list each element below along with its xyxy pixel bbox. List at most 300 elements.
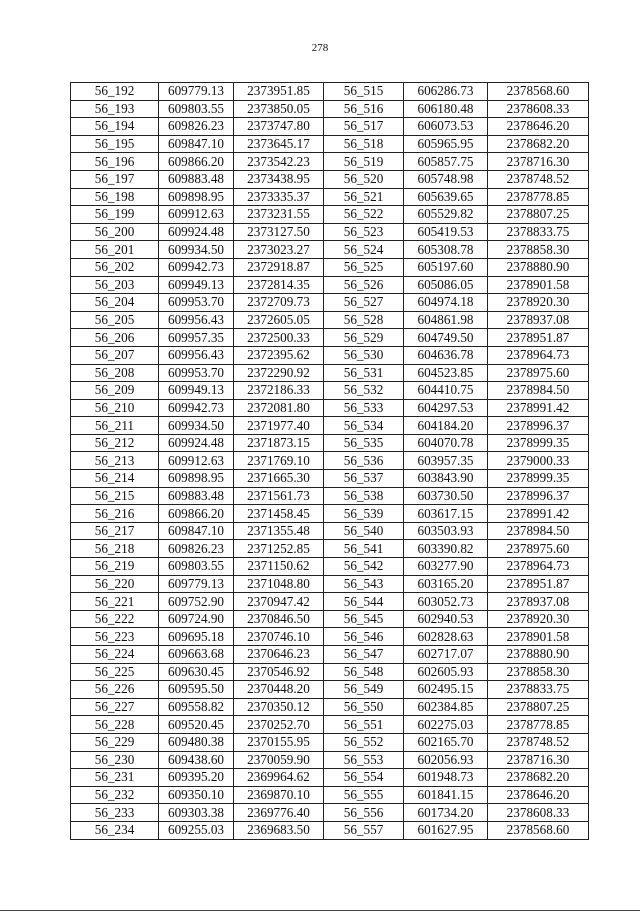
point-id-right-cell: 56_548: [324, 663, 404, 681]
northing-left-cell: 2372081.80: [234, 399, 324, 417]
point-id-right-cell: 56_528: [324, 311, 404, 329]
point-id-right-cell: 56_542: [324, 558, 404, 576]
easting-left-cell: 609779.13: [159, 575, 234, 593]
northing-left-cell: 2373231.55: [234, 206, 324, 224]
easting-right-cell: 605197.60: [404, 258, 488, 276]
northing-right-cell: 2378901.58: [488, 628, 589, 646]
point-id-right-cell: 56_555: [324, 786, 404, 804]
northing-right-cell: 2378964.73: [488, 558, 589, 576]
easting-right-cell: 603390.82: [404, 540, 488, 558]
northing-left-cell: 2371769.10: [234, 452, 324, 470]
easting-left-cell: 609866.20: [159, 153, 234, 171]
northing-left-cell: 2373438.95: [234, 170, 324, 188]
point-id-left-cell: 56_211: [71, 417, 159, 435]
point-id-left-cell: 56_209: [71, 382, 159, 400]
point-id-right-cell: 56_552: [324, 733, 404, 751]
point-id-right-cell: 56_540: [324, 522, 404, 540]
easting-right-cell: 602495.15: [404, 681, 488, 699]
northing-right-cell: 2378682.20: [488, 769, 589, 787]
easting-right-cell: 603052.73: [404, 593, 488, 611]
point-id-right-cell: 56_518: [324, 135, 404, 153]
easting-left-cell: 609695.18: [159, 628, 234, 646]
point-id-left-cell: 56_216: [71, 505, 159, 523]
easting-left-cell: 609826.23: [159, 540, 234, 558]
table-row: [71, 733, 589, 751]
easting-left-cell: 609595.50: [159, 681, 234, 699]
easting-right-cell: 603843.90: [404, 470, 488, 488]
point-id-right-cell: 56_522: [324, 206, 404, 224]
northing-right-cell: 2378937.08: [488, 593, 589, 611]
easting-right-cell: 605419.53: [404, 223, 488, 241]
northing-left-cell: 2370252.70: [234, 716, 324, 734]
table-row: [71, 241, 589, 259]
easting-left-cell: 609912.63: [159, 452, 234, 470]
table-row: [71, 206, 589, 224]
point-id-left-cell: 56_202: [71, 258, 159, 276]
easting-right-cell: 604861.98: [404, 311, 488, 329]
point-id-left-cell: 56_212: [71, 434, 159, 452]
point-id-right-cell: 56_533: [324, 399, 404, 417]
table-row: [71, 786, 589, 804]
northing-left-cell: 2369870.10: [234, 786, 324, 804]
easting-right-cell: 602275.03: [404, 716, 488, 734]
northing-right-cell: 2378807.25: [488, 206, 589, 224]
easting-left-cell: 609350.10: [159, 786, 234, 804]
easting-left-cell: 609924.48: [159, 223, 234, 241]
point-id-right-cell: 56_550: [324, 698, 404, 716]
northing-right-cell: 2378975.60: [488, 364, 589, 382]
table-row: [71, 223, 589, 241]
easting-left-cell: 609663.68: [159, 646, 234, 664]
northing-right-cell: 2378568.60: [488, 83, 589, 101]
point-id-right-cell: 56_527: [324, 294, 404, 312]
point-id-right-cell: 56_545: [324, 610, 404, 628]
table-row: [71, 716, 589, 734]
northing-left-cell: 2372186.33: [234, 382, 324, 400]
easting-left-cell: 609803.55: [159, 100, 234, 118]
easting-left-cell: 609303.38: [159, 804, 234, 822]
northing-left-cell: 2370448.20: [234, 681, 324, 699]
easting-right-cell: 604523.85: [404, 364, 488, 382]
point-id-right-cell: 56_517: [324, 118, 404, 136]
easting-right-cell: 604410.75: [404, 382, 488, 400]
point-id-left-cell: 56_214: [71, 470, 159, 488]
table-row: [71, 470, 589, 488]
easting-left-cell: 609883.48: [159, 170, 234, 188]
point-id-right-cell: 56_525: [324, 258, 404, 276]
point-id-left-cell: 56_233: [71, 804, 159, 822]
point-id-left-cell: 56_196: [71, 153, 159, 171]
point-id-left-cell: 56_220: [71, 575, 159, 593]
easting-right-cell: 605748.98: [404, 170, 488, 188]
northing-right-cell: 2378646.20: [488, 786, 589, 804]
table-row: [71, 399, 589, 417]
northing-left-cell: 2369964.62: [234, 769, 324, 787]
easting-left-cell: 609898.95: [159, 188, 234, 206]
easting-left-cell: 609956.43: [159, 346, 234, 364]
northing-right-cell: 2378716.30: [488, 751, 589, 769]
point-id-right-cell: 56_537: [324, 470, 404, 488]
northing-right-cell: 2378748.52: [488, 170, 589, 188]
table-row: [71, 769, 589, 787]
point-id-right-cell: 56_523: [324, 223, 404, 241]
point-id-left-cell: 56_234: [71, 821, 159, 839]
page-number: 278: [311, 42, 329, 54]
northing-left-cell: 2373335.37: [234, 188, 324, 206]
easting-left-cell: 609438.60: [159, 751, 234, 769]
easting-right-cell: 603503.93: [404, 522, 488, 540]
easting-right-cell: 603617.15: [404, 505, 488, 523]
northing-left-cell: 2371561.73: [234, 487, 324, 505]
easting-left-cell: 609953.70: [159, 364, 234, 382]
easting-right-cell: 602056.93: [404, 751, 488, 769]
northing-right-cell: 2378880.90: [488, 646, 589, 664]
easting-right-cell: 604636.78: [404, 346, 488, 364]
northing-right-cell: 2378937.08: [488, 311, 589, 329]
point-id-left-cell: 56_226: [71, 681, 159, 699]
point-id-right-cell: 56_541: [324, 540, 404, 558]
easting-right-cell: 603277.90: [404, 558, 488, 576]
easting-left-cell: 609255.03: [159, 821, 234, 839]
easting-right-cell: 603957.35: [404, 452, 488, 470]
northing-right-cell: 2378996.37: [488, 487, 589, 505]
point-id-left-cell: 56_222: [71, 610, 159, 628]
northing-right-cell: 2378833.75: [488, 223, 589, 241]
point-id-left-cell: 56_213: [71, 452, 159, 470]
northing-left-cell: 2371977.40: [234, 417, 324, 435]
table-row: [71, 522, 589, 540]
northing-left-cell: 2370746.10: [234, 628, 324, 646]
northing-right-cell: 2378951.87: [488, 329, 589, 347]
northing-left-cell: 2372500.33: [234, 329, 324, 347]
table-row: [71, 821, 589, 839]
northing-right-cell: 2378920.30: [488, 294, 589, 312]
northing-right-cell: 2378901.58: [488, 276, 589, 294]
northing-left-cell: 2370059.90: [234, 751, 324, 769]
table-row: [71, 170, 589, 188]
point-id-right-cell: 56_543: [324, 575, 404, 593]
northing-right-cell: 2378984.50: [488, 522, 589, 540]
table-row: [71, 558, 589, 576]
point-id-right-cell: 56_557: [324, 821, 404, 839]
northing-right-cell: 2378858.30: [488, 241, 589, 259]
table-row: [71, 505, 589, 523]
table-row: [71, 346, 589, 364]
northing-right-cell: 2378999.35: [488, 470, 589, 488]
northing-right-cell: 2378964.73: [488, 346, 589, 364]
easting-right-cell: 606180.48: [404, 100, 488, 118]
northing-left-cell: 2373747.80: [234, 118, 324, 136]
northing-left-cell: 2369776.40: [234, 804, 324, 822]
easting-left-cell: 609630.45: [159, 663, 234, 681]
table-row: [71, 751, 589, 769]
table-row: [71, 118, 589, 136]
easting-left-cell: 609803.55: [159, 558, 234, 576]
northing-right-cell: 2378858.30: [488, 663, 589, 681]
easting-left-cell: 609883.48: [159, 487, 234, 505]
easting-right-cell: 605639.65: [404, 188, 488, 206]
northing-right-cell: 2378778.85: [488, 716, 589, 734]
northing-right-cell: 2378996.37: [488, 417, 589, 435]
easting-left-cell: 609480.38: [159, 733, 234, 751]
easting-left-cell: 609956.43: [159, 311, 234, 329]
easting-right-cell: 601948.73: [404, 769, 488, 787]
northing-right-cell: 2378975.60: [488, 540, 589, 558]
northing-left-cell: 2371665.30: [234, 470, 324, 488]
easting-left-cell: 609957.35: [159, 329, 234, 347]
easting-left-cell: 609942.73: [159, 399, 234, 417]
point-id-left-cell: 56_198: [71, 188, 159, 206]
easting-left-cell: 609924.48: [159, 434, 234, 452]
table-row: [71, 329, 589, 347]
northing-right-cell: 2378951.87: [488, 575, 589, 593]
northing-left-cell: 2370350.12: [234, 698, 324, 716]
easting-right-cell: 602717.07: [404, 646, 488, 664]
easting-left-cell: 609898.95: [159, 470, 234, 488]
point-id-left-cell: 56_205: [71, 311, 159, 329]
point-id-left-cell: 56_201: [71, 241, 159, 259]
northing-left-cell: 2371458.45: [234, 505, 324, 523]
easting-right-cell: 602828.63: [404, 628, 488, 646]
table-row: [71, 610, 589, 628]
northing-left-cell: 2371150.62: [234, 558, 324, 576]
northing-left-cell: 2371252.85: [234, 540, 324, 558]
point-id-right-cell: 56_551: [324, 716, 404, 734]
table-row: [71, 575, 589, 593]
easting-right-cell: 606073.53: [404, 118, 488, 136]
table-row: [71, 276, 589, 294]
table-row: [71, 100, 589, 118]
easting-left-cell: 609847.10: [159, 522, 234, 540]
table-row: [71, 83, 589, 101]
point-id-left-cell: 56_224: [71, 646, 159, 664]
point-id-left-cell: 56_203: [71, 276, 159, 294]
table-row: [71, 311, 589, 329]
northing-right-cell: 2378880.90: [488, 258, 589, 276]
point-id-left-cell: 56_218: [71, 540, 159, 558]
point-id-right-cell: 56_529: [324, 329, 404, 347]
easting-right-cell: 606286.73: [404, 83, 488, 101]
northing-right-cell: 2378682.20: [488, 135, 589, 153]
point-id-right-cell: 56_554: [324, 769, 404, 787]
easting-right-cell: 605965.95: [404, 135, 488, 153]
point-id-right-cell: 56_521: [324, 188, 404, 206]
easting-right-cell: 604070.78: [404, 434, 488, 452]
easting-left-cell: 609866.20: [159, 505, 234, 523]
point-id-right-cell: 56_556: [324, 804, 404, 822]
table-row: [71, 804, 589, 822]
point-id-right-cell: 56_524: [324, 241, 404, 259]
easting-right-cell: 602940.53: [404, 610, 488, 628]
northing-left-cell: 2373542.23: [234, 153, 324, 171]
easting-right-cell: 602384.85: [404, 698, 488, 716]
northing-right-cell: 2378833.75: [488, 681, 589, 699]
northing-right-cell: 2378568.60: [488, 821, 589, 839]
easting-right-cell: 601627.95: [404, 821, 488, 839]
easting-right-cell: 605529.82: [404, 206, 488, 224]
northing-left-cell: 2372814.35: [234, 276, 324, 294]
table-row: [71, 434, 589, 452]
northing-right-cell: 2378778.85: [488, 188, 589, 206]
northing-left-cell: 2372709.73: [234, 294, 324, 312]
easting-right-cell: 605857.75: [404, 153, 488, 171]
table-row: [71, 188, 589, 206]
table-row: [71, 628, 589, 646]
easting-left-cell: 609847.10: [159, 135, 234, 153]
table-row: [71, 540, 589, 558]
northing-left-cell: 2370546.92: [234, 663, 324, 681]
point-id-right-cell: 56_520: [324, 170, 404, 188]
easting-right-cell: 601841.15: [404, 786, 488, 804]
point-id-right-cell: 56_526: [324, 276, 404, 294]
point-id-left-cell: 56_193: [71, 100, 159, 118]
northing-left-cell: 2372918.87: [234, 258, 324, 276]
table-row: [71, 646, 589, 664]
point-id-left-cell: 56_229: [71, 733, 159, 751]
point-id-right-cell: 56_516: [324, 100, 404, 118]
easting-right-cell: 604184.20: [404, 417, 488, 435]
northing-right-cell: 2378608.33: [488, 100, 589, 118]
northing-right-cell: 2378920.30: [488, 610, 589, 628]
northing-right-cell: 2378999.35: [488, 434, 589, 452]
point-id-right-cell: 56_515: [324, 83, 404, 101]
easting-left-cell: 609724.90: [159, 610, 234, 628]
table-row: [71, 258, 589, 276]
northing-left-cell: 2373645.17: [234, 135, 324, 153]
easting-right-cell: 601734.20: [404, 804, 488, 822]
point-id-right-cell: 56_547: [324, 646, 404, 664]
northing-left-cell: 2373850.05: [234, 100, 324, 118]
easting-right-cell: 605086.05: [404, 276, 488, 294]
easting-right-cell: 603165.20: [404, 575, 488, 593]
point-id-right-cell: 56_519: [324, 153, 404, 171]
point-id-left-cell: 56_192: [71, 83, 159, 101]
easting-left-cell: 609953.70: [159, 294, 234, 312]
easting-left-cell: 609395.20: [159, 769, 234, 787]
northing-left-cell: 2369683.50: [234, 821, 324, 839]
easting-left-cell: 609752.90: [159, 593, 234, 611]
easting-right-cell: 602165.70: [404, 733, 488, 751]
easting-left-cell: 609558.82: [159, 698, 234, 716]
point-id-left-cell: 56_197: [71, 170, 159, 188]
point-id-left-cell: 56_217: [71, 522, 159, 540]
table-row: [71, 153, 589, 171]
point-id-left-cell: 56_219: [71, 558, 159, 576]
northing-left-cell: 2372395.62: [234, 346, 324, 364]
point-id-right-cell: 56_530: [324, 346, 404, 364]
point-id-right-cell: 56_546: [324, 628, 404, 646]
northing-right-cell: 2378991.42: [488, 399, 589, 417]
point-id-right-cell: 56_553: [324, 751, 404, 769]
northing-right-cell: 2378984.50: [488, 382, 589, 400]
northing-right-cell: 2379000.33: [488, 452, 589, 470]
northing-left-cell: 2372290.92: [234, 364, 324, 382]
table-row: [71, 417, 589, 435]
easting-left-cell: 609912.63: [159, 206, 234, 224]
point-id-left-cell: 56_215: [71, 487, 159, 505]
table-row: [71, 364, 589, 382]
coordinate-table: [70, 82, 589, 840]
table-row: [71, 487, 589, 505]
point-id-left-cell: 56_230: [71, 751, 159, 769]
point-id-left-cell: 56_199: [71, 206, 159, 224]
northing-right-cell: 2378716.30: [488, 153, 589, 171]
easting-left-cell: 609949.13: [159, 382, 234, 400]
point-id-right-cell: 56_544: [324, 593, 404, 611]
point-id-left-cell: 56_207: [71, 346, 159, 364]
northing-right-cell: 2378646.20: [488, 118, 589, 136]
table-row: [71, 294, 589, 312]
northing-left-cell: 2372605.05: [234, 311, 324, 329]
point-id-left-cell: 56_195: [71, 135, 159, 153]
point-id-left-cell: 56_227: [71, 698, 159, 716]
point-id-left-cell: 56_206: [71, 329, 159, 347]
point-id-right-cell: 56_532: [324, 382, 404, 400]
point-id-left-cell: 56_221: [71, 593, 159, 611]
table-row: [71, 135, 589, 153]
bottom-rule: [0, 910, 640, 911]
northing-left-cell: 2371355.48: [234, 522, 324, 540]
table-row: [71, 663, 589, 681]
point-id-right-cell: 56_549: [324, 681, 404, 699]
coordinate-table-body: [71, 83, 589, 840]
point-id-right-cell: 56_535: [324, 434, 404, 452]
easting-right-cell: 602605.93: [404, 663, 488, 681]
easting-right-cell: 603730.50: [404, 487, 488, 505]
point-id-right-cell: 56_539: [324, 505, 404, 523]
northing-left-cell: 2370646.23: [234, 646, 324, 664]
point-id-right-cell: 56_534: [324, 417, 404, 435]
northing-left-cell: 2370846.50: [234, 610, 324, 628]
point-id-left-cell: 56_208: [71, 364, 159, 382]
easting-left-cell: 609934.50: [159, 417, 234, 435]
point-id-left-cell: 56_223: [71, 628, 159, 646]
easting-left-cell: 609779.13: [159, 83, 234, 101]
easting-right-cell: 604749.50: [404, 329, 488, 347]
point-id-left-cell: 56_204: [71, 294, 159, 312]
northing-right-cell: 2378991.42: [488, 505, 589, 523]
point-id-right-cell: 56_531: [324, 364, 404, 382]
easting-left-cell: 609949.13: [159, 276, 234, 294]
northing-left-cell: 2373127.50: [234, 223, 324, 241]
easting-right-cell: 604297.53: [404, 399, 488, 417]
point-id-left-cell: 56_232: [71, 786, 159, 804]
northing-right-cell: 2378807.25: [488, 698, 589, 716]
northing-left-cell: 2370155.95: [234, 733, 324, 751]
northing-left-cell: 2373951.85: [234, 83, 324, 101]
easting-left-cell: 609942.73: [159, 258, 234, 276]
point-id-left-cell: 56_228: [71, 716, 159, 734]
point-id-left-cell: 56_194: [71, 118, 159, 136]
point-id-right-cell: 56_536: [324, 452, 404, 470]
northing-left-cell: 2371048.80: [234, 575, 324, 593]
easting-right-cell: 605308.78: [404, 241, 488, 259]
table-row: [71, 698, 589, 716]
table-row: [71, 593, 589, 611]
northing-left-cell: 2370947.42: [234, 593, 324, 611]
point-id-right-cell: 56_538: [324, 487, 404, 505]
northing-right-cell: 2378748.52: [488, 733, 589, 751]
point-id-left-cell: 56_231: [71, 769, 159, 787]
northing-left-cell: 2371873.15: [234, 434, 324, 452]
northing-right-cell: 2378608.33: [488, 804, 589, 822]
easting-right-cell: 604974.18: [404, 294, 488, 312]
northing-left-cell: 2373023.27: [234, 241, 324, 259]
table-row: [71, 452, 589, 470]
table-row: [71, 382, 589, 400]
table-row: [71, 681, 589, 699]
easting-left-cell: 609934.50: [159, 241, 234, 259]
